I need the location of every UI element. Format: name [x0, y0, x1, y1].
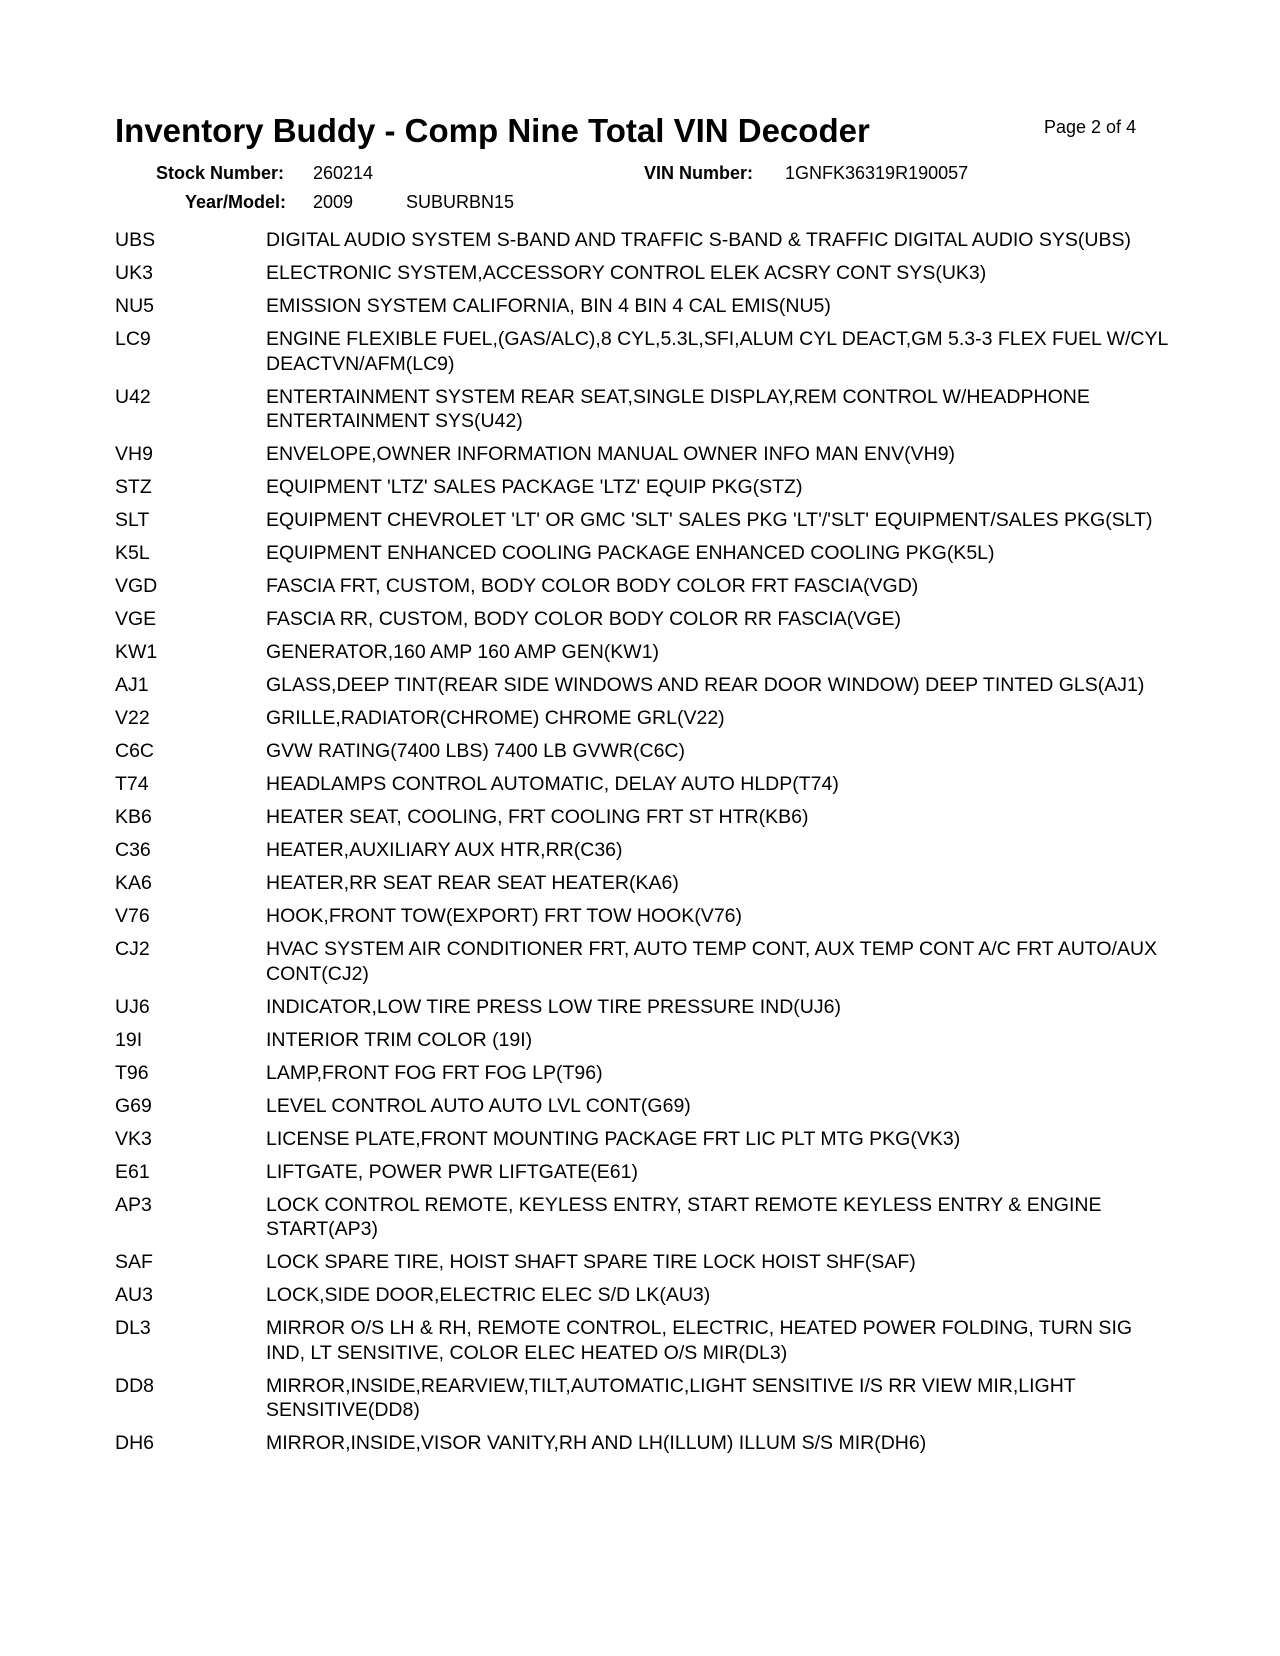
- option-code: UBS: [115, 229, 156, 251]
- option-row: [115, 475, 1175, 500]
- option-description: LEVEL CONTROL AUTO AUTO LVL CONT(G69): [266, 1094, 691, 1117]
- option-code: K5L: [115, 542, 150, 564]
- option-row: [115, 1250, 1175, 1275]
- option-row: [115, 772, 1175, 797]
- option-description: HEADLAMPS CONTROL AUTOMATIC, DELAY AUTO HLDP(T74): [266, 773, 839, 795]
- option-description: GLASS,DEEP TINT(REAR SIDE WINDOWS AND REAR DOOR WINDOW) DEEP TINTED GLS(AJ1): [266, 674, 1145, 696]
- document-title: Inventory Buddy - Comp Nine Total VIN Decoder: [115, 112, 870, 149]
- option-description: ENTERTAINMENT SYSTEM REAR SEAT,SINGLE DISPLAY,REM CONTROL W/HEADPHONE ENTERTAINMENT SYS(U42): [266, 385, 1090, 432]
- option-row: [115, 541, 1175, 566]
- year-value: 2009: [313, 192, 354, 212]
- option-row: [115, 640, 1175, 665]
- option-row: [115, 607, 1175, 632]
- option-code: U42: [115, 385, 151, 408]
- option-code: VK3: [115, 1127, 152, 1150]
- option-code: 19I: [115, 1028, 143, 1051]
- option-row: [115, 673, 1175, 698]
- option-row: [115, 1127, 1175, 1152]
- option-row: [115, 904, 1175, 929]
- option-code: V76: [115, 905, 150, 927]
- option-row: [115, 294, 1175, 319]
- option-code: DL3: [115, 1317, 151, 1339]
- option-row: [115, 1431, 1175, 1456]
- option-code-list: [115, 228, 1175, 1464]
- option-description: GRILLE,RADIATOR(CHROME) CHROME GRL(V22): [266, 707, 725, 729]
- option-code: DD8: [115, 1374, 155, 1397]
- option-description: HVAC SYSTEM AIR CONDITIONER FRT, AUTO TEMP CONT, AUX TEMP CONT A/C FRT AUTO/AUX CONT(CJ2): [266, 938, 1158, 985]
- option-description: ENVELOPE,OWNER INFORMATION MANUAL OWNER INFO MAN ENV(VH9): [266, 443, 956, 465]
- option-description: HOOK,FRONT TOW(EXPORT) FRT TOW HOOK(V76): [266, 905, 742, 927]
- option-description: GVW RATING(7400 LBS) 7400 LB GVWR(C6C): [266, 740, 686, 762]
- option-code: SAF: [115, 1251, 153, 1273]
- option-code: C6C: [115, 740, 155, 762]
- option-row: [115, 385, 1175, 434]
- option-row: [115, 1316, 1175, 1365]
- option-description: LIFTGATE, POWER PWR LIFTGATE(E61): [266, 1160, 638, 1183]
- stock-number-value: 260214: [313, 163, 374, 183]
- option-row: [115, 805, 1175, 830]
- option-row: [115, 739, 1175, 764]
- option-description: EQUIPMENT CHEVROLET 'LT' OR GMC 'SLT' SALES PKG 'LT'/'SLT' EQUIPMENT/SALES PKG(SLT): [266, 509, 1153, 531]
- option-row: [115, 871, 1175, 896]
- option-description: LOCK CONTROL REMOTE, KEYLESS ENTRY, START REMOTE KEYLESS ENTRY & ENGINE START(AP3): [266, 1193, 1102, 1240]
- option-code: KA6: [115, 872, 152, 894]
- option-row: [115, 442, 1175, 467]
- option-code: VH9: [115, 443, 153, 465]
- option-description: ELECTRONIC SYSTEM,ACCESSORY CONTROL ELEK ACSRY CONT SYS(UK3): [266, 262, 987, 284]
- option-row: [115, 1160, 1175, 1185]
- option-code: G69: [115, 1094, 152, 1117]
- option-code: VGE: [115, 608, 157, 630]
- option-row: [115, 1028, 1175, 1053]
- option-description: EMISSION SYSTEM CALIFORNIA, BIN 4 BIN 4 CAL EMIS(NU5): [266, 295, 831, 317]
- option-code: AU3: [115, 1284, 153, 1306]
- option-code: VGD: [115, 575, 158, 597]
- option-description: LICENSE PLATE,FRONT MOUNTING PACKAGE FRT LIC PLT MTG PKG(VK3): [266, 1127, 961, 1150]
- option-description: INTERIOR TRIM COLOR (19I): [266, 1028, 533, 1051]
- option-row: [115, 1061, 1175, 1086]
- option-description: LOCK SPARE TIRE, HOIST SHAFT SPARE TIRE LOCK HOIST SHF(SAF): [266, 1251, 916, 1273]
- option-code: T74: [115, 773, 149, 795]
- option-row: [115, 327, 1175, 376]
- option-code: AP3: [115, 1193, 152, 1216]
- option-code: UJ6: [115, 995, 150, 1018]
- option-code: E61: [115, 1160, 150, 1183]
- option-row: [115, 1193, 1175, 1242]
- option-row: [115, 706, 1175, 731]
- option-description: LAMP,FRONT FOG FRT FOG LP(T96): [266, 1061, 603, 1084]
- option-description: FASCIA RR, CUSTOM, BODY COLOR BODY COLOR RR FASCIA(VGE): [266, 608, 901, 630]
- page-number: Page 2 of 4: [1044, 117, 1137, 137]
- option-code: LC9: [115, 328, 151, 350]
- option-description: INDICATOR,LOW TIRE PRESS LOW TIRE PRESSURE IND(UJ6): [266, 995, 841, 1018]
- stock-number-label: Stock Number:: [156, 163, 285, 183]
- option-code: V22: [115, 707, 150, 729]
- option-row: [115, 838, 1175, 863]
- option-description: HEATER,AUXILIARY AUX HTR,RR(C36): [266, 839, 623, 861]
- model-value: SUBURBN15: [406, 192, 515, 212]
- option-row: [115, 937, 1175, 986]
- option-description: LOCK,SIDE DOOR,ELECTRIC ELEC S/D LK(AU3): [266, 1284, 711, 1306]
- option-code: KB6: [115, 806, 152, 828]
- option-code: C36: [115, 839, 151, 861]
- option-code: STZ: [115, 476, 152, 498]
- option-description: GENERATOR,160 AMP 160 AMP GEN(KW1): [266, 641, 660, 663]
- option-row: [115, 508, 1175, 533]
- option-description: MIRROR,INSIDE,VISOR VANITY,RH AND LH(ILLUM) ILLUM S/S MIR(DH6): [266, 1432, 927, 1454]
- option-row: [115, 574, 1175, 599]
- option-code: NU5: [115, 295, 155, 317]
- option-code: CJ2: [115, 938, 150, 960]
- option-row: [115, 1283, 1175, 1308]
- option-description: DIGITAL AUDIO SYSTEM S-BAND AND TRAFFIC S-BAND & TRAFFIC DIGITAL AUDIO SYS(UBS): [266, 229, 1131, 251]
- option-code: AJ1: [115, 674, 149, 696]
- option-description: FASCIA FRT, CUSTOM, BODY COLOR BODY COLOR FRT FASCIA(VGD): [266, 575, 919, 597]
- option-description: HEATER,RR SEAT REAR SEAT HEATER(KA6): [266, 872, 679, 894]
- option-description: ENGINE FLEXIBLE FUEL,(GAS/ALC),8 CYL,5.3L,SFI,ALUM CYL DEACT,GM 5.3-3 FLEX FUEL W/CYL DEACTVN/AFM(LC9): [266, 328, 1168, 375]
- option-row: [115, 228, 1175, 253]
- option-row: [115, 1094, 1175, 1119]
- option-code: DH6: [115, 1432, 155, 1454]
- year-model-label: Year/Model:: [185, 192, 287, 212]
- option-description: EQUIPMENT ENHANCED COOLING PACKAGE ENHANCED COOLING PKG(K5L): [266, 542, 995, 564]
- option-description: MIRROR,INSIDE,REARVIEW,TILT,AUTOMATIC,LIGHT SENSITIVE I/S RR VIEW MIR,LIGHT SENSITIVE(DD8): [266, 1374, 1076, 1421]
- vin-number-label: VIN Number:: [644, 163, 754, 183]
- option-description: EQUIPMENT 'LTZ' SALES PACKAGE 'LTZ' EQUIP PKG(STZ): [266, 476, 803, 498]
- option-code: UK3: [115, 262, 153, 284]
- option-code: SLT: [115, 509, 150, 531]
- option-row: [115, 995, 1175, 1020]
- option-row: [115, 1374, 1175, 1423]
- option-description: MIRROR O/S LH & RH, REMOTE CONTROL, ELECTRIC, HEATED POWER FOLDING, TURN SIG IND, LT SENSITIVE, COLOR ELEC HEATED O/S MIR(DL3): [266, 1317, 1133, 1364]
- option-row: [115, 261, 1175, 286]
- option-code: T96: [115, 1061, 149, 1084]
- option-code: KW1: [115, 641, 158, 663]
- option-description: HEATER SEAT, COOLING, FRT COOLING FRT ST HTR(KB6): [266, 806, 809, 828]
- vin-number-value: 1GNFK36319R190057: [785, 163, 969, 183]
